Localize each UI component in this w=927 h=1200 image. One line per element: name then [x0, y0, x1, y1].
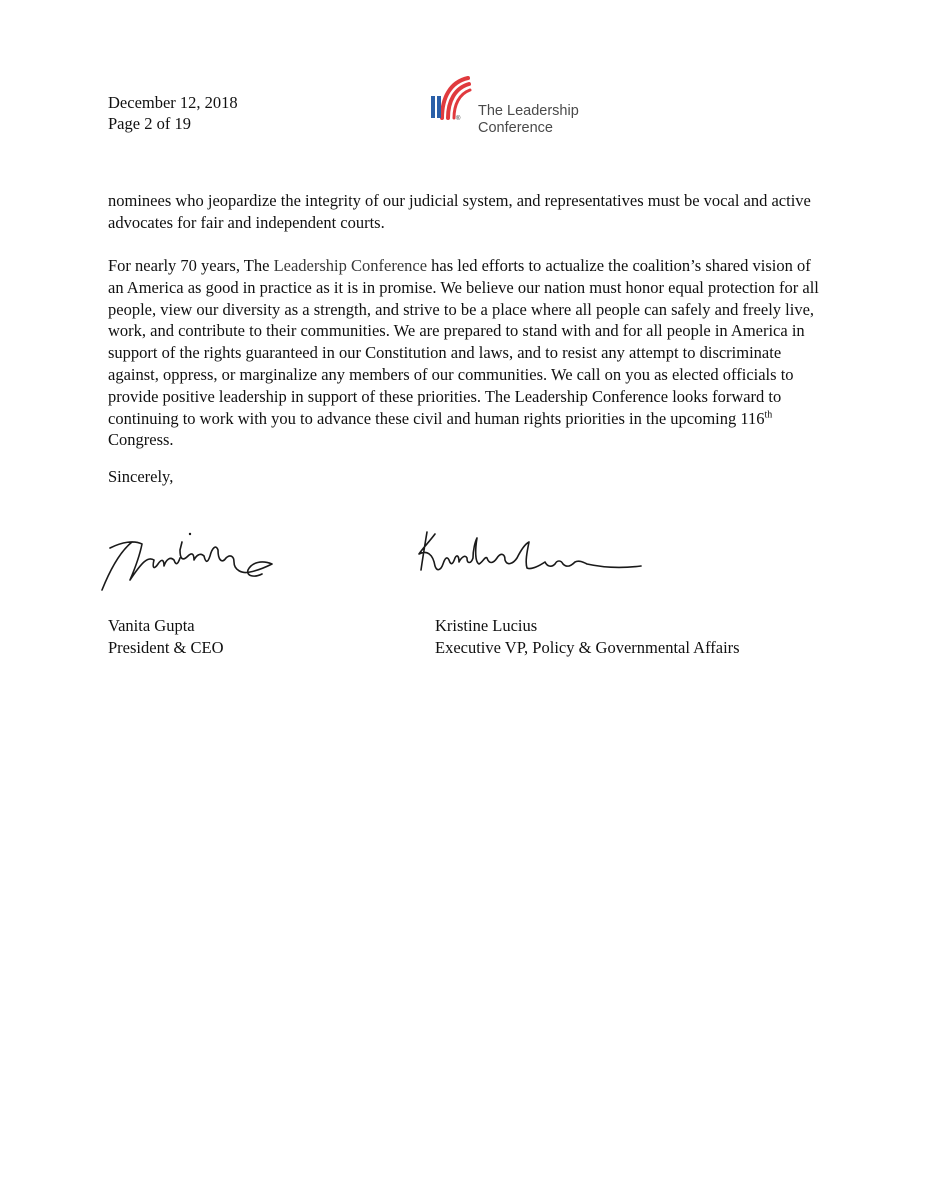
signer-name: Vanita Gupta	[108, 616, 195, 635]
congress-number: 116	[740, 408, 765, 428]
letter-date: December 12, 2018	[108, 93, 238, 112]
paragraph-2-start: For nearly 70 years, The	[108, 256, 274, 275]
paragraph-2-org: Leadership Conference	[273, 256, 428, 275]
congress-suffix: th	[764, 409, 773, 421]
logo-arcs-icon	[428, 74, 478, 122]
congress-word: Congress.	[108, 430, 174, 450]
salutation-text: Sincerely,	[108, 467, 174, 486]
logo-blue-bar-2	[437, 96, 441, 118]
signature-kristine-lucius	[405, 520, 655, 595]
paragraph-1-text: nominees who jeopardize the integrity of our judicial system, and representatives must be vocal and active advocates for fair and independent courts.	[108, 191, 811, 232]
logo-line-1: The Leadership	[478, 103, 579, 119]
logo-line-2: Conference	[478, 120, 553, 136]
page-indicator: Page 2 of 19	[108, 114, 191, 133]
handwritten-signature-right	[405, 520, 655, 590]
handwritten-signature-left	[92, 520, 292, 600]
paragraph-2-text	[108, 255, 828, 451]
logo-wordmark	[478, 103, 579, 137]
letter-header-meta	[108, 92, 238, 134]
signer-block-right	[435, 615, 740, 659]
logo-registered-mark: ®	[456, 116, 461, 122]
signer-block-left	[108, 615, 224, 659]
closing-salutation	[108, 466, 828, 488]
signer-name: Kristine Lucius	[435, 616, 538, 635]
leadership-conference-logo	[428, 74, 598, 138]
signature-vanita-gupta	[92, 520, 292, 605]
paragraph-2-rest: has led efforts to actualize the coalition’s shared vision of an America as good in practice as it is in promise. We believe our nation must honor equal protection for all people, view our diversity as a strength, and strive to be a place where all people can safely and freely live, work, and contribute to their communities. We are prepared to stand with and for all people in America in support of the rights guaranteed in our Constitution and laws, and to resist any attempt to discriminate against, oppress, or marginalize any members of our communities. We call on you as elected officials to provide positive leadership in support of these priorities. The Leadership Conference looks forward to continuing to work with you to advance these civil and human rights priorities in the upcoming	[108, 256, 819, 428]
body-paragraph-2	[108, 255, 828, 451]
signer-title: President & CEO	[108, 638, 224, 657]
logo-blue-bar-1	[431, 96, 435, 118]
body-paragraph-1	[108, 190, 828, 234]
signer-title: Executive VP, Policy & Governmental Affairs	[435, 638, 740, 657]
